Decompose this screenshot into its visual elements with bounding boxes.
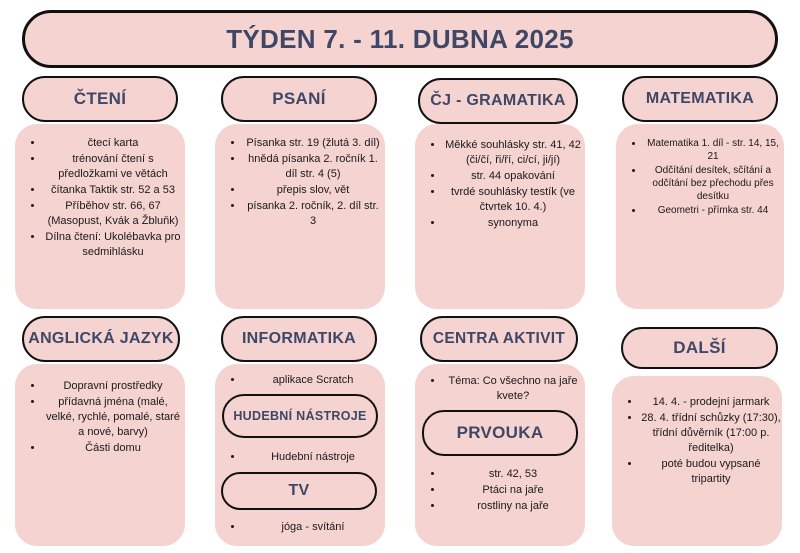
gramatika-heading (418, 78, 578, 124)
list-item: • synonyma (444, 216, 582, 231)
list-item: • rostliny na jaře (444, 499, 582, 514)
list-item: • Příběhov str. 66, 67 (Masopust, Kvák a Žbluňk) (44, 199, 182, 229)
hudebni-heading (222, 394, 378, 438)
centra-heading (420, 316, 578, 362)
list-item: • Ptáci na jaře (444, 483, 582, 498)
prvouka-heading (422, 410, 578, 456)
cteni-heading (22, 76, 178, 122)
list-item: • aplikace Scratch (244, 373, 382, 388)
list-item: • Odčítání desítek, sčítání a odčítání bez přechodu přes desítku (644, 164, 782, 203)
informatika-list (220, 373, 382, 389)
list-item: • přídavná jména (malé, velké, rychlé, pomalé, staré a nové, barvy) (44, 395, 182, 440)
list-item: • str. 42, 53 (444, 467, 582, 482)
list-item: • čtecí karta (44, 136, 182, 151)
prvouka-heading-label: PRVOUKA (456, 423, 544, 442)
hudebni-heading-label: HUDEBNÍ NÁSTROJE (233, 409, 367, 423)
tv-heading-label: TV (288, 482, 310, 499)
informatika-heading (221, 316, 377, 362)
list-item: • Dopravní prostředky (44, 379, 182, 394)
dalsi-list (617, 395, 781, 488)
psani-heading-label: PSANÍ (272, 89, 326, 108)
list-item: • poté budou vypsané tripartity (641, 457, 781, 487)
list-item: • Části domu (44, 441, 182, 456)
list-item: • 14. 4. - prodejní jarmark (641, 395, 781, 410)
anglictina-heading-label: ANGLICKÁ JAZYK (28, 330, 174, 347)
list-item: • čítanka Taktik str. 52 a 53 (44, 183, 182, 198)
anglictina-list (20, 379, 182, 457)
list-item: • 28. 4. třídní schůzky (17:30), třídní důvěrník (17:00 p. ředitelka) (641, 411, 781, 456)
list-item: • přepis slov, vět (244, 183, 382, 198)
gramatika-list (420, 138, 582, 232)
list-item: • Matematika 1. díl - str. 14, 15, 21 (644, 137, 782, 163)
hudebni-list (220, 450, 382, 466)
centra-heading-label: CENTRA AKTIVIT (432, 330, 566, 347)
cteni-list (20, 136, 182, 261)
list-item: • trénování čtení s předložkami ve větách (44, 152, 182, 182)
psani-heading (221, 76, 377, 122)
cteni-heading-label: ČTENÍ (73, 89, 127, 108)
tv-heading (221, 472, 377, 510)
list-item: • Měkké souhlásky str. 41, 42 (či/čí, ři/ří, ci/cí, ji/jí) (444, 138, 582, 168)
matematika-heading (622, 76, 778, 122)
centra-list (420, 374, 582, 405)
informatika-heading-label: INFORMATIKA (241, 330, 357, 347)
list-item: • str. 44 opakování (444, 169, 582, 184)
list-item: • Písanka str. 19 (žlutá 3. díl) (244, 136, 382, 151)
list-item: • tvrdé souhlásky testík (ve čtvrtek 10. 4.) (444, 185, 582, 215)
page-title: TÝDEN 7. - 11. DUBNA 2025 (226, 23, 574, 54)
list-item: • jóga - svítání (244, 520, 382, 535)
matematika-heading-label: MATEMATIKA (645, 90, 755, 107)
list-item: • písanka 2. ročník, 2. díl str. 3 (244, 199, 382, 229)
prvouka-list (420, 467, 582, 515)
list-item: • Geometri - přímka str. 44 (644, 204, 782, 217)
page-title-banner (22, 10, 778, 68)
anglictina-heading (22, 316, 180, 362)
list-item: • Téma: Co všechno na jaře kvete? (444, 374, 582, 404)
tv-list (220, 520, 382, 536)
matematika-list (618, 137, 782, 218)
list-item: • Dílna čtení: Ukolébavka pro sedmihlásku (44, 230, 182, 260)
list-item: • hnědá písanka 2. ročník 1. díl str. 4 (5) (244, 152, 382, 182)
dalsi-heading-label: DALŠÍ (673, 338, 726, 357)
psani-list (220, 136, 382, 230)
dalsi-heading (621, 327, 778, 369)
gramatika-heading-label: ČJ - GRAMATIKA (430, 92, 566, 109)
list-item: • Hudební nástroje (244, 450, 382, 465)
